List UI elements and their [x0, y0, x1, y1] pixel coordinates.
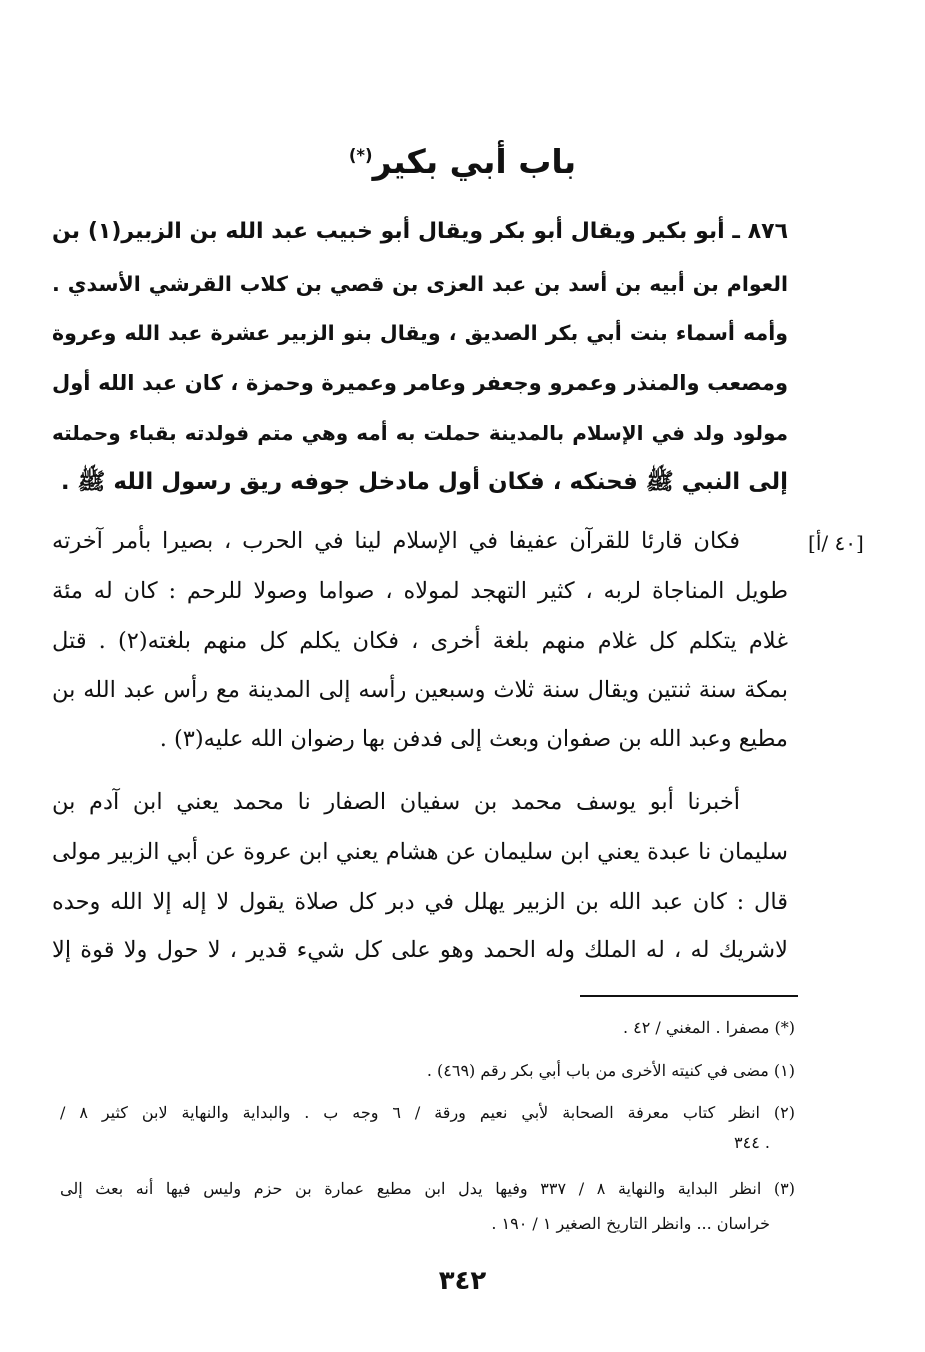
footnote-line: (*) مصفرا . المغني / ٤٢ . — [622, 1018, 795, 1037]
folio-marker: [٤٠ /أ] — [808, 531, 864, 555]
body-line: مطيع وعبد الله بن صفوان وبعث إلى فدفن بها رضوان الله عليه(٣) . — [159, 726, 788, 752]
entry-line: إلى النبي ﷺ فحنكه ، فكان أول مادخل جوفه ريق رسول الله ﷺ . — [60, 469, 788, 495]
page-title — [0, 140, 925, 184]
footnote-line: (١) مضى في كنيته الأخرى من باب أبي بكر رقم (٤٦٩) . — [426, 1061, 795, 1080]
entry-line: وأمه أسماء بنت أبي بكر الصديق ، ويقال بنو الزبير عشرة عبد الله وعروة — [52, 321, 788, 345]
body-line: بمكة سنة ثنتين ويقال سنة ثلاث وسبعين رأسه إلى المدينة مع رأس عبد الله بن — [52, 677, 788, 703]
footnote-line: ٣٤٤ . — [734, 1133, 770, 1152]
body-line: سليمان نا عبدة يعني ابن سليمان عن هشام يعني ابن عروة عن أبي الزبير مولى — [52, 839, 788, 865]
footnote-rule — [580, 995, 798, 997]
footnote-line: (٣) انظر البداية والنهاية ٨ / ٣٣٧ وفيها يدل ابن مطيع عمارة بن حزم وليس فيها أنه بعث إلى — [60, 1179, 796, 1198]
footnote-line: (٢) انظر كتاب معرفة الصحابة لأبي نعيم ورقة / ٦ وجه ب . والبداية والنهاية لابن كثير ٨ / — [60, 1103, 795, 1122]
entry-line: ٨٧٦ ـ أبو بكير ويقال أبو بكر ويقال أبو خبيب عبد الله بن الزبير(١) بن — [52, 219, 789, 244]
body-line: غلام يتكلم كل غلام منهم بلغة أخرى ، فكان يكلم كل منهم بلغته(٢) . قتل — [52, 628, 788, 654]
body-line: لاشريك له ، له الملك وله الحمد وهو على كل شيء قدير ، لا حول ولا قوة إلا — [52, 937, 788, 963]
page-number: ٣٤٢ — [438, 1266, 487, 1296]
body-line: أخبرنا أبو يوسف محمد بن سفيان الصفار نا محمد يعني ابن آدم بن — [52, 789, 740, 815]
title-text: باب أبي بكير — [372, 142, 577, 181]
entry-line: مولود ولد في الإسلام بالمدينة حملت به أمه وهي متم فولدته بقباء وحملته — [52, 421, 788, 445]
body-line: قال : كان عبد الله بن الزبير يهلل في دبر كل صلاة يقول لا إله إلا الله وحده — [52, 889, 788, 915]
body-line: فكان قارئا للقرآن عفيفا في الإسلام لينا في الحرب ، بصيرا بأمر آخرته — [52, 528, 740, 554]
footnote-line: خراسان ... وانظر التاريخ الصغير ١ / ١٩٠ . — [491, 1214, 770, 1233]
entry-line: ومصعب والمنذر وعمرو وجعفر وعامر وعميرة وحمزة ، كان عبد الله أول — [52, 371, 788, 395]
entry-line: العوام بن أبيه بن أسد بن عبد العزى بن قصي بن كلاب القرشي الأسدي . — [52, 272, 788, 296]
body-line: طويل المناجاة لربه ، كثير التهجد لمولاه ، صواما وصولا للرحم : كان له مئة — [52, 578, 788, 604]
title-note-mark: (*) — [348, 146, 373, 165]
